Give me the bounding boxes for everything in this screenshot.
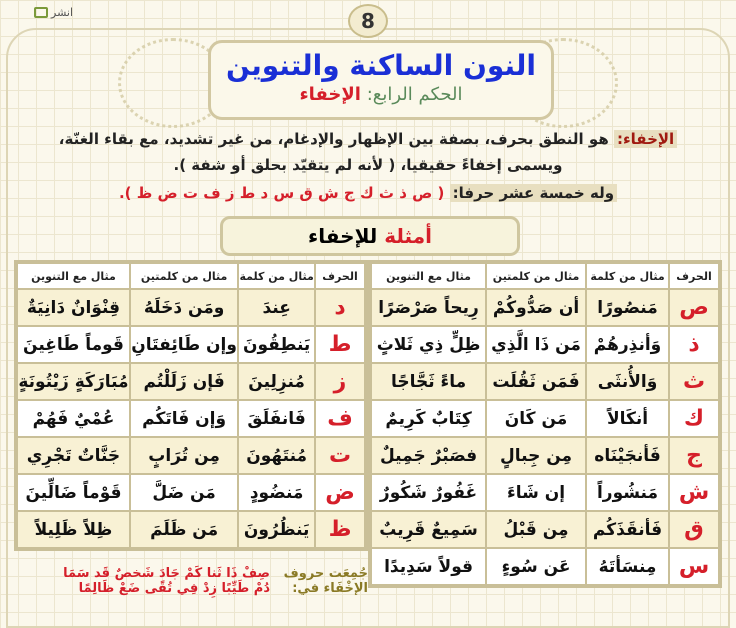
tanween-example-cell: فصَبْرٌ جَمِيلٌ	[372, 438, 485, 473]
tanween-example-cell: قِنْوَانٌ دَانِيَةٌ	[18, 290, 129, 325]
subtitle-prefix: الحكم الرابع:	[366, 84, 463, 105]
two-words-example-cell: مِن تُرَابٍ	[131, 438, 237, 473]
table-row	[372, 327, 718, 362]
mnemonic-label: جُمِعَت حروف الإخْفَاء في:	[283, 566, 368, 596]
definition-term: الإخفاء:	[614, 130, 677, 148]
table-row	[372, 438, 718, 473]
table-row	[372, 512, 718, 547]
tanween-example-cell: رِيحاً صَرْصَرًا	[372, 290, 485, 325]
letter-cell: ف	[316, 401, 364, 436]
table-row	[18, 438, 364, 473]
table-header-row	[372, 264, 718, 288]
letters-prefix: وله خمسة عشر حرفا:	[450, 184, 617, 202]
two-words-example-cell: مَن ظَلَمَ	[131, 512, 237, 547]
table-row	[18, 475, 364, 510]
column-header: مثال من كلمة	[239, 264, 314, 288]
word-example-cell: وَأنذِرهُمْ	[587, 327, 668, 362]
two-words-example-cell: مَن كَانَ	[487, 401, 585, 436]
share-icon	[34, 7, 48, 18]
tanween-example-cell: ظِلاً ظَلِيلاً	[18, 512, 129, 547]
word-example-cell: مُنزِلِينَ	[239, 364, 314, 399]
subtitle	[211, 84, 551, 105]
table-row	[18, 401, 364, 436]
table-row	[18, 327, 364, 362]
table-row	[18, 290, 364, 325]
two-words-example-cell: وإن طَائِفتَانِ	[131, 327, 237, 362]
mnemonic-line-1: صِفْ ذَا ثَنا كَمْ جَادَ شَخصٌ قَد سَمَا	[63, 566, 270, 581]
word-example-cell: فَانفَلَقَ	[239, 401, 314, 436]
table-row	[372, 549, 718, 584]
word-example-cell: أنكَالاً	[587, 401, 668, 436]
examples-title-a: أمثلة	[384, 224, 432, 248]
two-words-example-cell: أن صَدُّوكُمْ	[487, 290, 585, 325]
word-example-cell: فَأنجَيْنَاه	[587, 438, 668, 473]
letter-cell: ط	[316, 327, 364, 362]
subtitle-rule: الإخفاء	[299, 84, 361, 105]
definition-line-2: ويسمى إخفاءً حقيقيا، ( لأنه لم يتقيّد بحلق أو شفة ).	[173, 156, 563, 174]
column-header: الحرف	[670, 264, 718, 288]
column-header: مثال من كلمتين	[487, 264, 585, 288]
word-example-cell: يَنطِقُونَ	[239, 327, 314, 362]
two-words-example-cell: عَن سُوءٍ	[487, 549, 585, 584]
table-header-row	[18, 264, 364, 288]
table-row	[372, 290, 718, 325]
definition-text: هو النطق بحرف، بصفة بين الإظهار والإدغام، من غير تشديد، مع بقاء الغنّة،	[58, 130, 609, 148]
examples-table-left	[14, 260, 368, 551]
tanween-example-cell: غَفُورٌ شَكُورٌ	[372, 475, 485, 510]
share-label: انشر	[51, 6, 73, 19]
word-example-cell: مَنصُورًا	[587, 290, 668, 325]
column-header: الحرف	[316, 264, 364, 288]
letter-cell: ك	[670, 401, 718, 436]
two-words-example-cell: مَن ذَا الَّذِي	[487, 327, 585, 362]
tanween-example-cell: عُمْيٌ فَهُمْ	[18, 401, 129, 436]
two-words-example-cell: ومَن دَخَلَهُ	[131, 290, 237, 325]
letter-cell: ث	[670, 364, 718, 399]
tanween-example-cell: جَنَّاتٌ تَجْرِي	[18, 438, 129, 473]
share-button[interactable]	[34, 6, 73, 19]
word-example-cell: مَنضُودٍ	[239, 475, 314, 510]
letter-cell: ج	[670, 438, 718, 473]
word-example-cell: فَأنقَذَكُم	[587, 512, 668, 547]
page-title: النون الساكنة والتنوين	[226, 49, 536, 82]
two-words-example-cell: مِن قَبْلُ	[487, 512, 585, 547]
word-example-cell: مُنتَهُونَ	[239, 438, 314, 473]
table-row	[18, 512, 364, 547]
definition-line-1	[20, 130, 716, 148]
column-header: مثال من كلمتين	[131, 264, 237, 288]
word-example-cell: يَنظُرُونَ	[239, 512, 314, 547]
tanween-example-cell: ظِلٍّ ذِي ثَلاثٍ	[372, 327, 485, 362]
two-words-example-cell: فَإن زَلَلْتُم	[131, 364, 237, 399]
word-example-cell: وَالأُنثَى	[587, 364, 668, 399]
column-header: مثال من كلمة	[587, 264, 668, 288]
column-header: مثال مع التنوين	[372, 264, 485, 288]
table-row	[372, 475, 718, 510]
word-example-cell: مَنشُوراً	[587, 475, 668, 510]
letter-cell: س	[670, 549, 718, 584]
two-words-example-cell: إن شَاءَ	[487, 475, 585, 510]
table-row	[372, 364, 718, 399]
word-example-cell: مِنسَأتَهُ	[587, 549, 668, 584]
letter-cell: ش	[670, 475, 718, 510]
mnemonic-line-2: دُمْ طَيِّبًا زِدْ فِي تُقًى ضَعْ ظَالِمًا	[78, 581, 270, 596]
tanween-example-cell: سَمِيعٌ قَرِيبٌ	[372, 512, 485, 547]
tanween-example-cell: قَوماً طَاغِينَ	[18, 327, 129, 362]
tanween-example-cell: مُبَارَكَةٍ زَيْتُونَةٍ	[18, 364, 129, 399]
examples-title	[220, 216, 520, 256]
two-words-example-cell: مَن ضَلَّ	[131, 475, 237, 510]
definition-line-3	[20, 184, 716, 202]
letter-cell: ص	[670, 290, 718, 325]
letter-cell: ت	[316, 438, 364, 473]
letter-cell: ض	[316, 475, 364, 510]
two-words-example-cell: مِن جِبالٍ	[487, 438, 585, 473]
tanween-example-cell: كِتَابٌ كَرِيمٌ	[372, 401, 485, 436]
examples-table-right	[368, 260, 722, 588]
two-words-example-cell: فَمَن ثَقُلَت	[487, 364, 585, 399]
page-number-badge: 8	[348, 4, 388, 38]
table-row	[372, 401, 718, 436]
letter-cell: د	[316, 290, 364, 325]
letter-cell: ق	[670, 512, 718, 547]
word-example-cell: عِندَ	[239, 290, 314, 325]
tanween-example-cell: قَوْماً ضَالِّينَ	[18, 475, 129, 510]
table-row	[18, 364, 364, 399]
letter-cell: ظ	[316, 512, 364, 547]
letters-list: ( ص ذ ث ك ج ش ق س د ط ز ف ت ض ظ ).	[118, 184, 445, 202]
two-words-example-cell: وَإن فَاتَكُم	[131, 401, 237, 436]
tanween-example-cell: قولاً سَدِيدًا	[372, 549, 485, 584]
examples-title-b: للإخفاء	[308, 224, 378, 248]
letter-cell: ز	[316, 364, 364, 399]
letter-cell: ذ	[670, 327, 718, 362]
tanween-example-cell: ماءً ثَجَّاجًا	[372, 364, 485, 399]
mnemonic-verse	[18, 566, 368, 596]
column-header: مثال مع التنوين	[18, 264, 129, 288]
title-box	[208, 40, 554, 120]
